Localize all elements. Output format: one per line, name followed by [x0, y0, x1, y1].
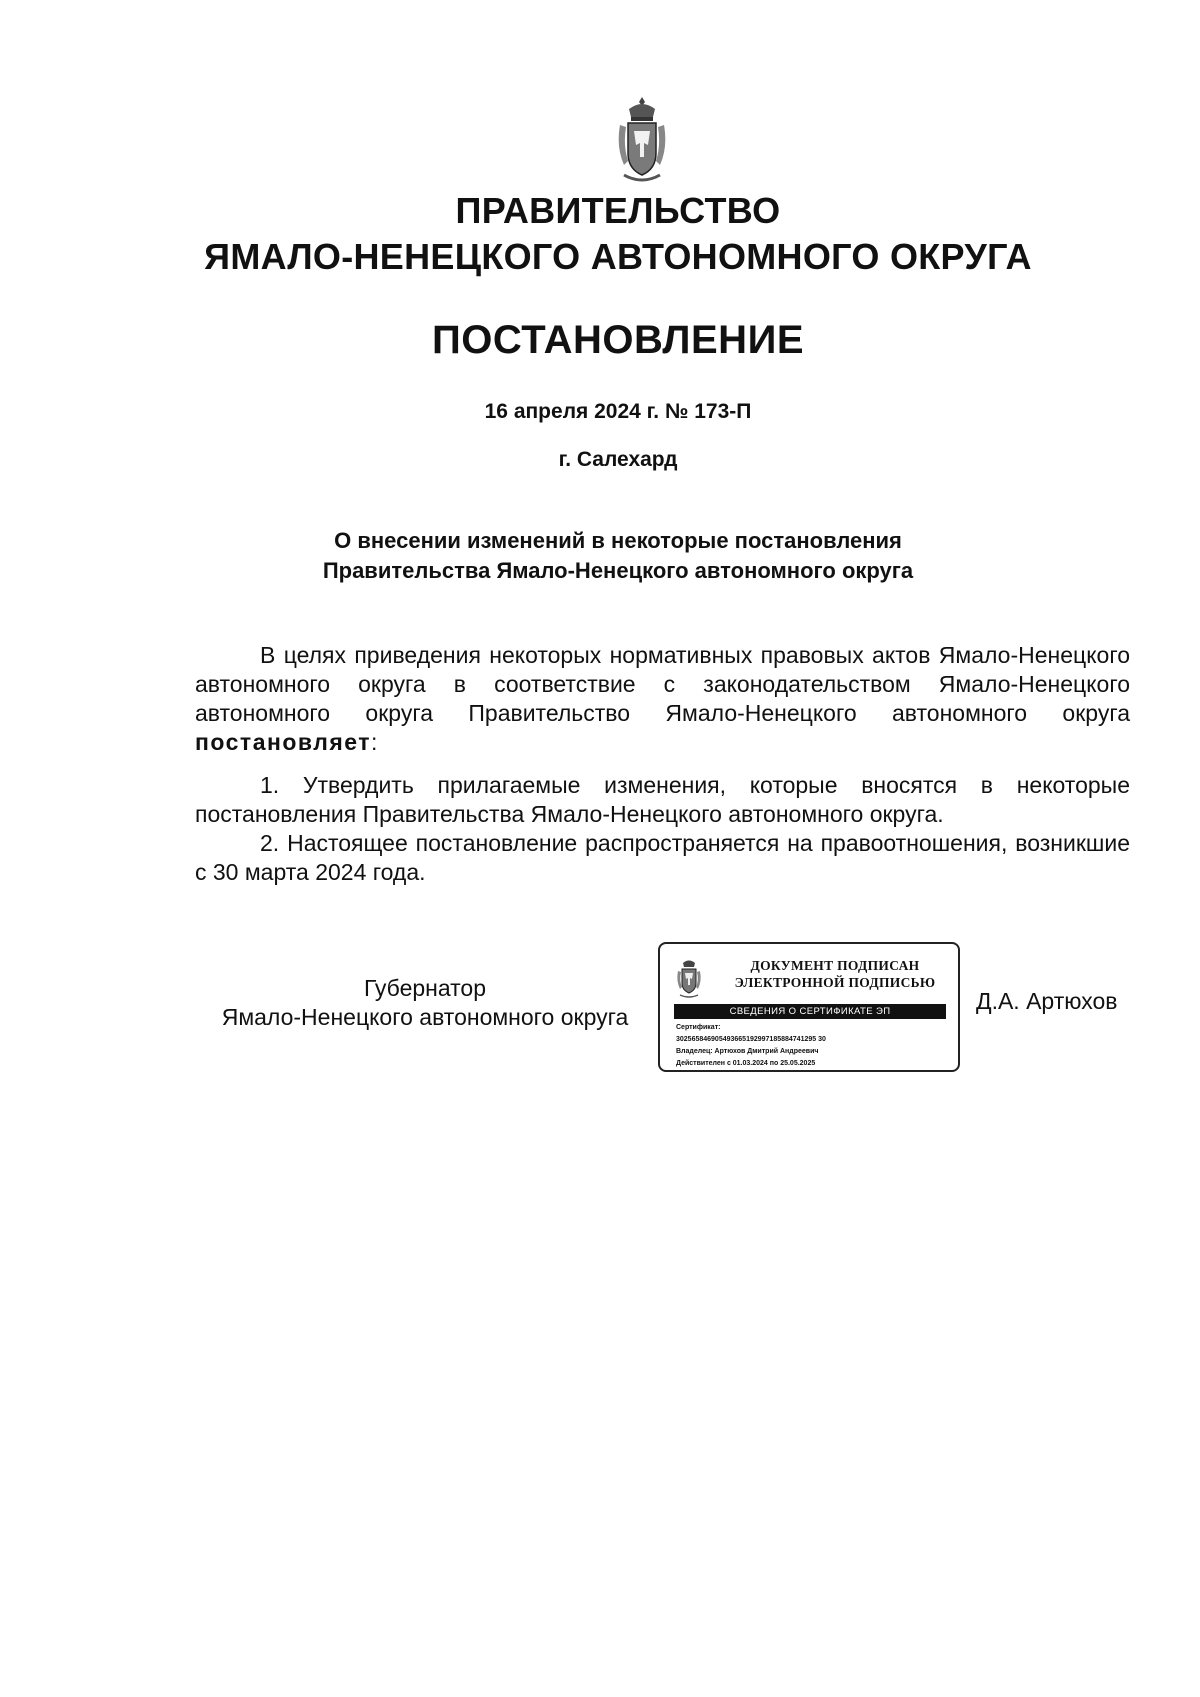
signatory-name: Д.А. Артюхов: [976, 988, 1118, 1014]
position-line2: Ямало-Ненецкого автономного округа: [221, 1004, 629, 1030]
resolution-items: [195, 771, 1130, 887]
position-line1: Губернатор: [363, 975, 487, 1001]
stamp-title: [718, 957, 952, 991]
signatory-position: [190, 974, 660, 1032]
subject-line1: О внесении изменений в некоторые постановления: [334, 528, 902, 553]
preamble-end: :: [371, 729, 378, 755]
resolution-item-1: 1. Утвердить прилагаемые изменения, которые вносятся в некоторые постановления Правительства Ямало-Ненецкого автономного округа.: [195, 772, 1130, 827]
document-subject: [150, 526, 1086, 586]
org-title-line2: ЯМАЛО-НЕНЕЦКОГО АВТОНОМНОГО ОКРУГА: [204, 236, 1032, 277]
electronic-signature-stamp: [658, 942, 960, 1072]
subject-line2: Правительства Ямало-Ненецкого автономного округа: [322, 558, 914, 583]
document-city: г. Салехард: [558, 448, 678, 471]
document-date-number: 16 апреля 2024 г. № 173-П: [484, 400, 752, 423]
preamble-paragraph: [195, 641, 1130, 757]
certificate-label: Сертификат:: [676, 1024, 721, 1031]
certificate-owner: Владелец: Артюхов Дмитрий Андреевич: [676, 1048, 819, 1055]
org-title-line1: ПРАВИТЕЛЬСТВО: [455, 190, 781, 231]
document-type: ПОСТАНОВЛЕНИЕ: [431, 318, 804, 362]
certificate-info-bar: СВЕДЕНИЯ О СЕРТИФИКАТЕ ЭП: [674, 1004, 946, 1019]
resolution-item-2: 2. Настоящее постановление распространяется на правоотношения, возникшие с 30 марта 2024 года.: [195, 830, 1130, 885]
resolves-word: постановляет: [195, 729, 372, 755]
stamp-emblem-icon: [676, 957, 702, 999]
preamble-text: В целях приведения некоторых нормативных правовых актов Ямало-Ненецкого автономного округа в соответствие с законодательством Ямало-Ненецкого автономного округа Правительство Ямало-Ненецкого автономного округа: [195, 642, 1130, 726]
certificate-validity: Действителен с 01.03.2024 по 25.05.2025: [676, 1060, 816, 1067]
coat-of-arms-icon: [614, 95, 670, 187]
stamp-title-line1: ДОКУМЕНТ ПОДПИСАН: [750, 958, 920, 973]
stamp-title-line2: ЭЛЕКТРОННОЙ ПОДПИСЬЮ: [734, 975, 936, 990]
certificate-details: [676, 1022, 956, 1070]
certificate-number: 302565846905493665192997185884741295 30: [676, 1036, 826, 1043]
organization-title: [150, 188, 1086, 280]
